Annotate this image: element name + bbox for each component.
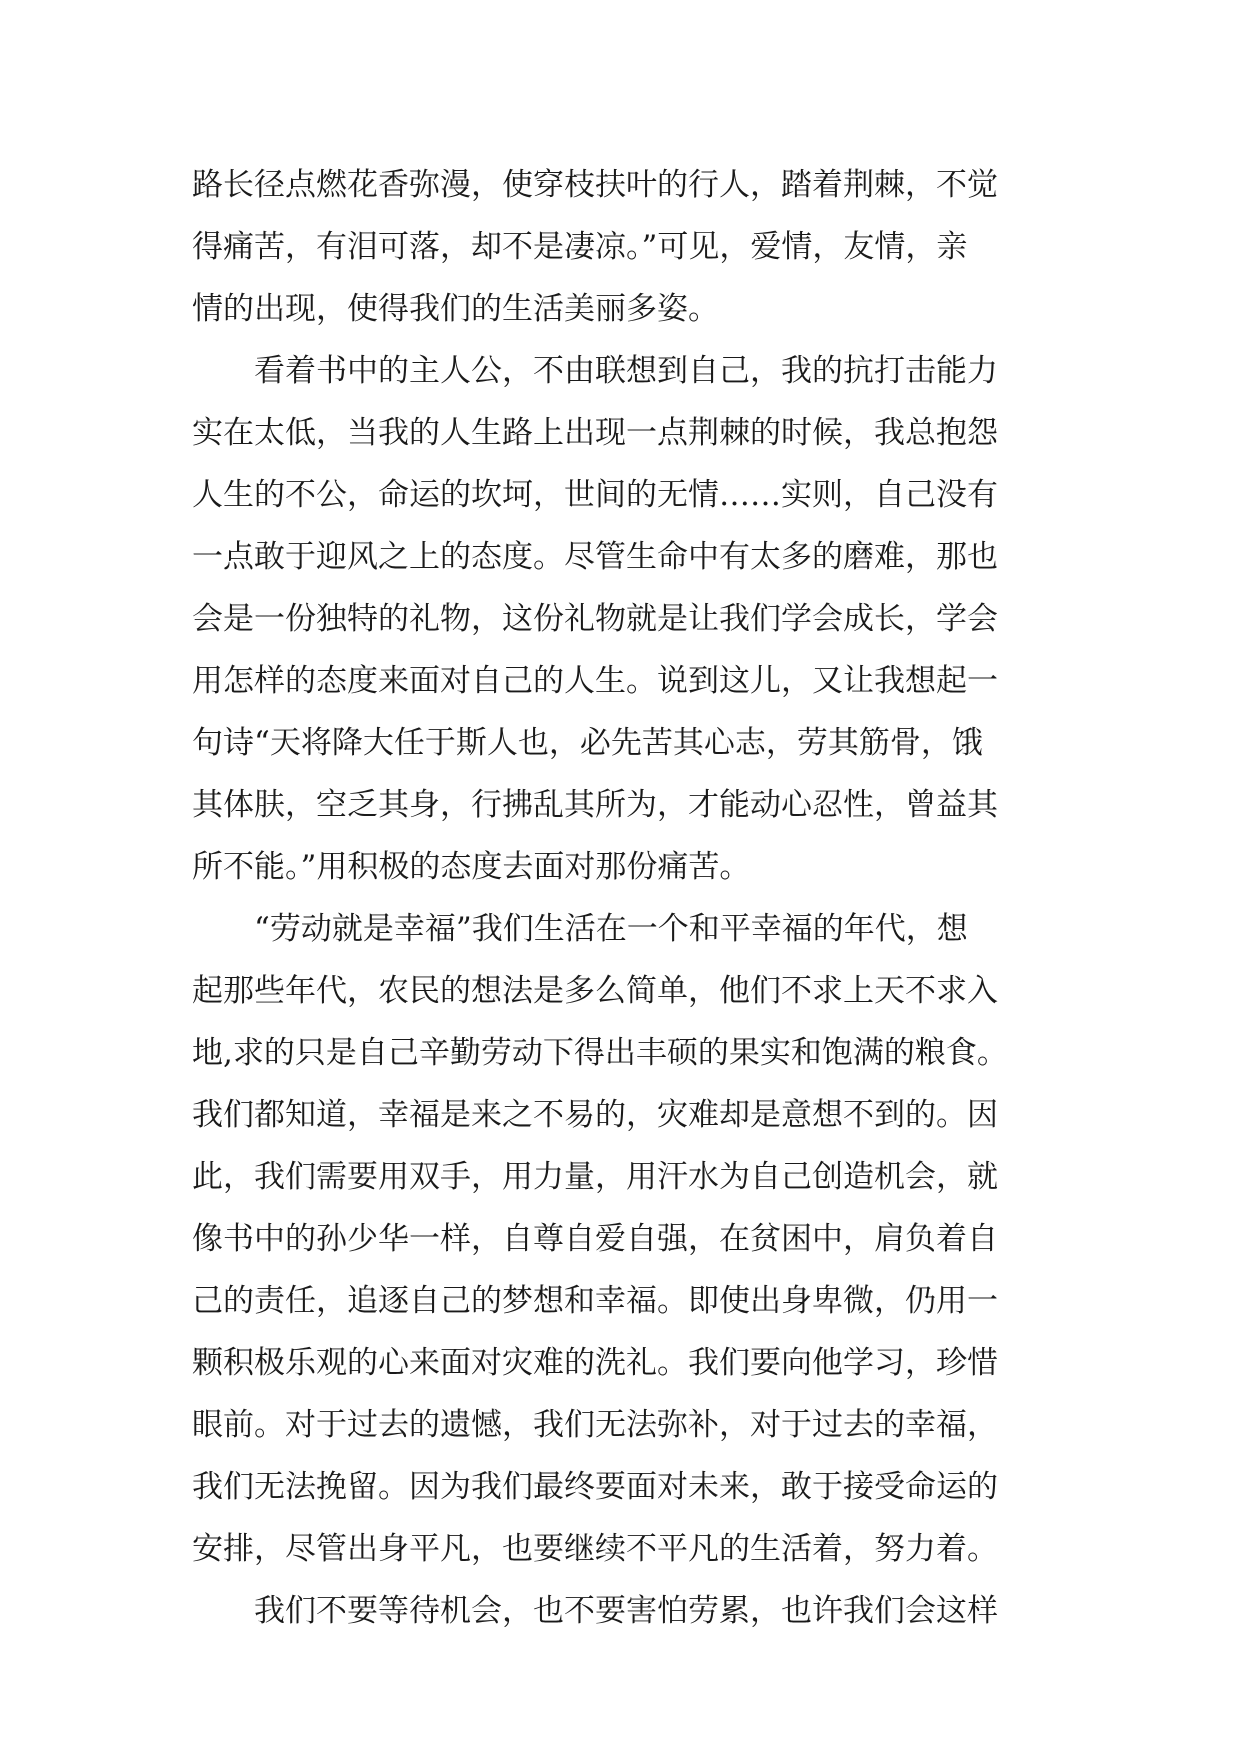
text-line: 此，我们需要用双手，用力量，用汗水为自己创造机会，就 — [192, 1159, 998, 1195]
text-line: 得痛苦，有泪可落，却不是凄凉。”可见，爱情，友情，亲 — [192, 229, 968, 265]
text-line: “劳动就是幸福”我们生活在一个和平幸福的年代，想 — [192, 911, 968, 947]
text-line: 所不能。”用积极的态度去面对那份痛苦。 — [192, 849, 751, 885]
text-line: 一点敢于迎风之上的态度。尽管生命中有太多的磨难，那也 — [192, 539, 998, 575]
text-line: 颗积极乐观的心来面对灾难的洗礼。我们要向他学习，珍惜 — [192, 1345, 998, 1381]
text-line: 地,求的只是自己辛勤劳动下得出丰硕的果实和饱满的粮食。 — [192, 1035, 1008, 1071]
text-line: 路长径点燃花香弥漫，使穿枝扶叶的行人，踏着荆棘，不觉 — [192, 167, 998, 203]
text-line: 情的出现，使得我们的生活美丽多姿。 — [192, 291, 719, 327]
text-line: 我们不要等待机会，也不要害怕劳累，也许我们会这样 — [192, 1593, 998, 1629]
text-line: 我们无法挽留。因为我们最终要面对未来，敢于接受命运的 — [192, 1469, 998, 1505]
text-line: 看着书中的主人公，不由联想到自己，我的抗打击能力 — [192, 353, 998, 389]
text-line: 其体肤，空乏其身，行拂乱其所为，才能动心忍性，曾益其 — [192, 787, 998, 823]
text-line: 用怎样的态度来面对自己的人生。说到这儿，又让我想起一 — [192, 663, 998, 699]
text-line: 句诗“天将降大任于斯人也，必先苦其心志，劳其筋骨，饿 — [192, 725, 983, 761]
body-text — [192, 154, 1062, 1642]
text-line: 实在太低，当我的人生路上出现一点荆棘的时候，我总抱怨 — [192, 415, 998, 451]
text-line: 起那些年代，农民的想法是多么简单，他们不求上天不求入 — [192, 973, 998, 1009]
text-line: 人生的不公，命运的坎坷，世间的无情……实则，自己没有 — [192, 477, 998, 513]
text-line: 我们都知道，幸福是来之不易的，灾难却是意想不到的。因 — [192, 1097, 998, 1133]
text-line: 会是一份独特的礼物，这份礼物就是让我们学会成长，学会 — [192, 601, 998, 637]
text-line: 己的责任，追逐自己的梦想和幸福。即使出身卑微，仍用一 — [192, 1283, 998, 1319]
text-line: 眼前。对于过去的遗憾，我们无法弥补，对于过去的幸福， — [192, 1407, 998, 1443]
text-line: 像书中的孙少华一样，自尊自爱自强，在贫困中，肩负着自 — [192, 1221, 998, 1257]
text-line: 安排，尽管出身平凡，也要继续不平凡的生活着，努力着。 — [192, 1531, 998, 1567]
